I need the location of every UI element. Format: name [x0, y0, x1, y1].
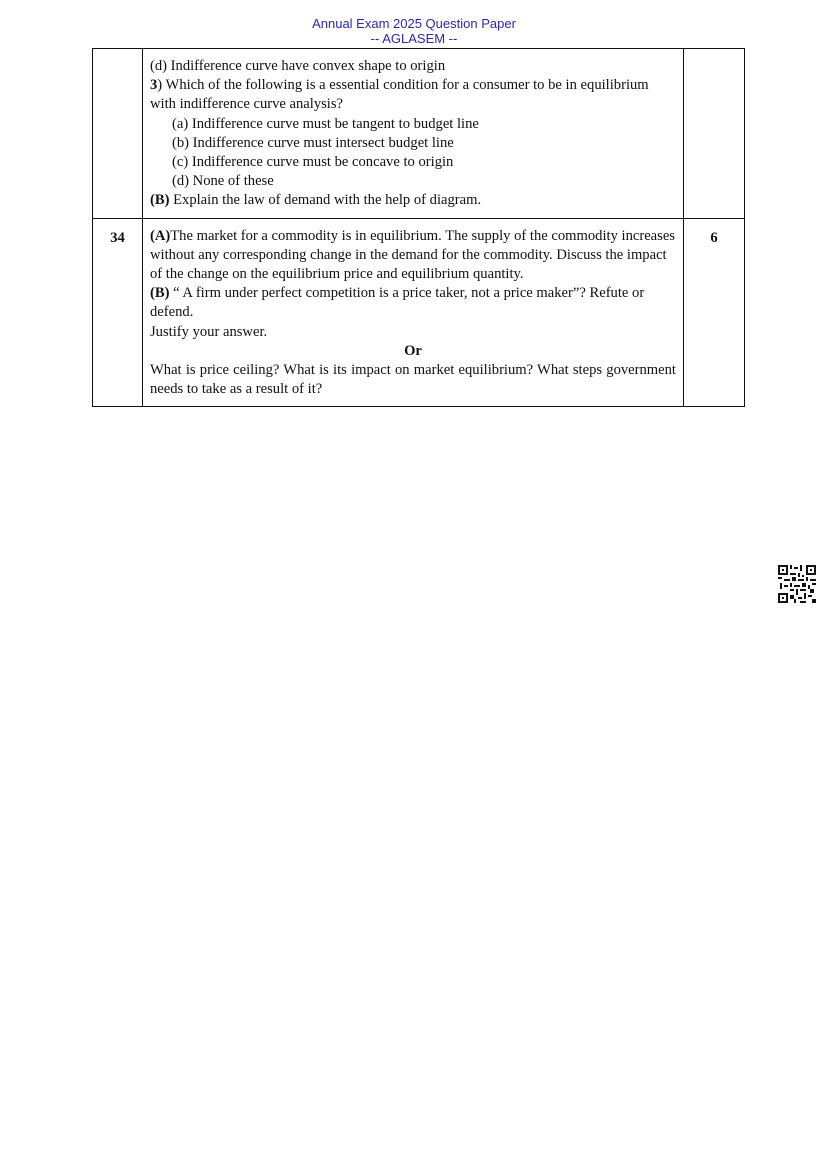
- page-header: [0, 16, 828, 46]
- part-a-label: (A): [150, 227, 171, 244]
- header-title: Annual Exam 2025 Question Paper: [312, 16, 516, 31]
- qr-code-icon: [778, 565, 816, 603]
- option-a: (a) Indifference curve must be tangent to budget line: [172, 115, 479, 132]
- part-b-text: Explain the law of demand with the help of diagram.: [169, 192, 482, 209]
- or-divider: Or: [404, 342, 422, 359]
- question-body: [143, 49, 684, 219]
- table-row: [93, 218, 745, 407]
- part-a: [150, 227, 676, 285]
- option-line: (d) Indifference curve have convex shape to origin: [150, 58, 446, 74]
- question-3-text: ) Which of the following is a essential condition for a consumer to be in equilibrium with indifference curve analysis?: [150, 77, 649, 113]
- part-b-text: “ A firm under perfect competition is a price taker, not a price maker”? Refute or defend.: [150, 285, 645, 321]
- justify-line: Justify your answer.: [150, 323, 268, 340]
- part-b-label: (B): [150, 192, 170, 209]
- alternative-question: What is price ceiling? What is its impact on market equilibrium? What steps government needs to take as a result of it?: [150, 362, 676, 398]
- question-table: [92, 48, 745, 407]
- marks: [684, 49, 745, 219]
- part-b-label: (B): [150, 285, 170, 302]
- question-3-number: 3: [150, 77, 158, 94]
- question-body: [143, 218, 684, 407]
- part-b: [150, 191, 676, 210]
- option-b: (b) Indifference curve must intersect budget line: [172, 134, 454, 151]
- part-a-text: The market for a commodity is in equilibrium. The supply of the commodity increases without any corresponding change in the demand for the commodity. Discuss the impact of the change on the equilibrium price and equilibrium quantity.: [150, 227, 675, 283]
- question-3: [150, 76, 676, 114]
- table-row: [93, 49, 745, 219]
- marks: 6: [684, 218, 745, 407]
- question-number: [93, 49, 143, 219]
- part-b: [150, 284, 676, 322]
- header-subtitle: -- AGLASEM --: [370, 31, 458, 46]
- option-d: (d) None of these: [172, 173, 274, 190]
- question-number: 34: [93, 218, 143, 407]
- option-c: (c) Indifference curve must be concave to origin: [172, 154, 454, 171]
